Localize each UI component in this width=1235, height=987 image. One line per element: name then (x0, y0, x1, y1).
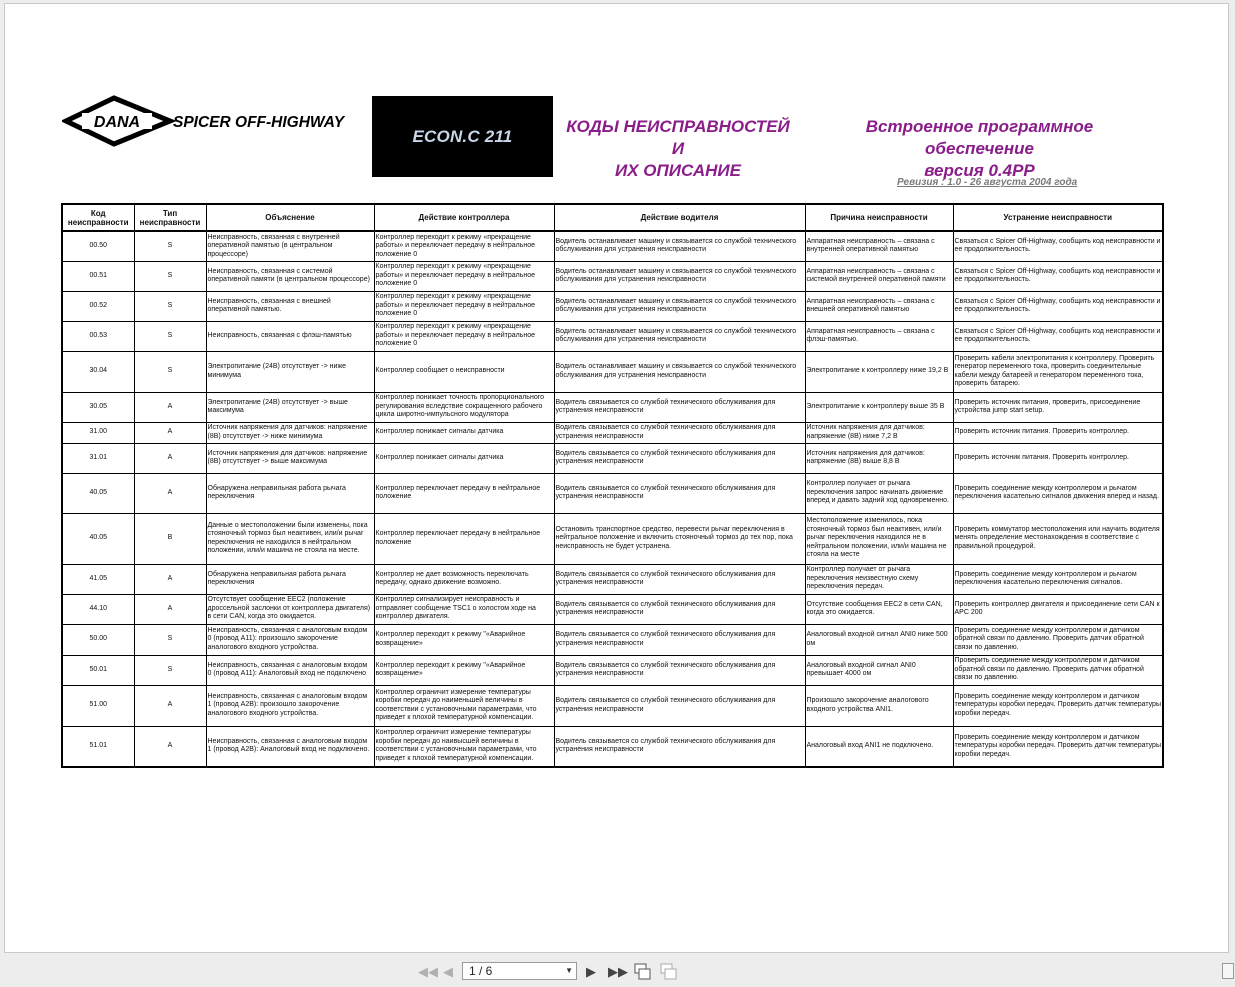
title-line-2: ИХ ОПИСАНИЕ (615, 161, 741, 180)
table-cell: 51.01 (62, 726, 134, 767)
table-cell: Неисправность, связанная с аналоговым входом 0 (провод A11): Аналоговый вход не подключено (206, 655, 374, 685)
first-page-icon[interactable]: ◀◀ (418, 964, 438, 979)
table-cell: Контроллер получает от рычага переключения неизвестную схему переключения передач. (805, 564, 953, 594)
table-row (62, 291, 1163, 321)
table-cell: 30.04 (62, 351, 134, 392)
table-cell: Проверить источник питания. Проверить контроллер. (953, 422, 1163, 443)
last-page-icon[interactable]: ▶▶ (608, 964, 628, 979)
table-cell: Неисправность, связанная с внутренней оперативной памятью (в центральном процессоре) (206, 231, 374, 261)
table-cell: Неисправность, связанная с аналоговым входом 0 (провод A11): произошло закорочение аналогового входного устройства. (206, 624, 374, 655)
table-cell: Обнаружена неправильная работа рычага переключения (206, 473, 374, 513)
table-cell: B (134, 513, 206, 564)
table-cell: Отсутствует сообщение EEC2 (положение дроссельной заслонки от контроллера двигателя) в сети CAN, когда это ожидается. (206, 594, 374, 624)
column-header: Тип неисправности (134, 204, 206, 231)
table-row (62, 726, 1163, 767)
table-cell: 00.50 (62, 231, 134, 261)
table-cell: 40.05 (62, 513, 134, 564)
page-number-select[interactable] (462, 962, 577, 980)
continuous-view-icon[interactable] (660, 963, 678, 984)
column-header: Объяснение (206, 204, 374, 231)
table-cell: Водитель связывается со службой технического обслуживания для устранения неисправности (554, 624, 805, 655)
table-cell: Произошло закорочение аналогового входного устройства ANI1. (805, 685, 953, 726)
table-cell: Неисправность, связанная с аналоговым входом 1 (провод A2B): Аналоговый вход не подключено. (206, 726, 374, 767)
table-cell: Неисправность, связанная с аналоговым входом 1 (провод A2B): произошло закорочение аналогового входного устройства. (206, 685, 374, 726)
table-cell: Контроллер понижает сигналы датчика (374, 443, 554, 473)
table-cell: Контроллер переходит к режиму "«Аварийное возвращение» (374, 655, 554, 685)
table-cell: Проверить соединение между контроллером и датчиком температуры коробки передач. Проверить датчик температуры коробки передач. (953, 685, 1163, 726)
table-cell: 44.10 (62, 594, 134, 624)
table-cell: Электропитание (24В) отсутствует -> выше максимума (206, 392, 374, 422)
table-cell: Водитель связывается со службой технического обслуживания для устранения неисправности (554, 392, 805, 422)
table-cell: Проверить соединение между контроллером и датчиком обратной связи по давлению. Проверить датчик обратной связи по давлению. (953, 655, 1163, 685)
table-row (62, 564, 1163, 594)
logo-brand-text: DANA (93, 114, 141, 131)
table-cell: Контроллер переходит к режиму «прекращение работы» и переключает передачу в нейтральное положение 0 (374, 291, 554, 321)
table-cell: S (134, 351, 206, 392)
table-row (62, 392, 1163, 422)
table-cell: 50.01 (62, 655, 134, 685)
table-row (62, 513, 1163, 564)
table-cell: Проверить коммутатор местоположения или научить водителя менять определение местонахождения в соответствие с правильной процедурой. (953, 513, 1163, 564)
table-row (62, 351, 1163, 392)
table-cell: 41.05 (62, 564, 134, 594)
table-cell: 00.52 (62, 291, 134, 321)
table-cell: 40.05 (62, 473, 134, 513)
table-cell: Обнаружена неправильная работа рычага переключения (206, 564, 374, 594)
model-badge: ECON.C 211 (372, 96, 553, 177)
table-cell: 51.00 (62, 685, 134, 726)
table-cell: A (134, 564, 206, 594)
table-cell: Водитель связывается со службой технического обслуживания для устранения неисправности (554, 473, 805, 513)
table-cell: 30.05 (62, 392, 134, 422)
table-cell: Данные о местоположении были изменены, пока стояночный тормоз был неактивен, или/и рычаг переключения не находился в нейтральном положении, или/и машина не стояла на месте. (206, 513, 374, 564)
subtitle-line-2: версия 0.4PP (924, 161, 1035, 180)
table-cell: Связаться с Spicer Off-Highway, сообщить код неисправности и ее продолжительность. (953, 231, 1163, 261)
table-cell: S (134, 291, 206, 321)
table-cell: Контроллер переходит к режиму «прекращение работы» и переключает передачу в нейтральное положение 0 (374, 321, 554, 351)
table-cell: Водитель связывается со службой технического обслуживания для устранения неисправности (554, 594, 805, 624)
table-cell: Местоположение изменилось, пока стояночный тормоз был неактивен, или/и рычаг переключения находился не в нейтральном положении, или/и машина не стояла на месте (805, 513, 953, 564)
table-row (62, 685, 1163, 726)
column-header: Действие контроллера (374, 204, 554, 231)
table-cell: Водитель связывается со службой технического обслуживания для устранения неисправности (554, 443, 805, 473)
document-title (558, 116, 798, 182)
table-cell: Контроллер переключает передачу в нейтральное положение (374, 473, 554, 513)
table-cell: Отсутствие сообщения EEC2 в сети CAN, когда это ожидается. (805, 594, 953, 624)
table-cell: Неисправность, связанная с флэш-памятью (206, 321, 374, 351)
table-cell: 31.00 (62, 422, 134, 443)
table-cell: Контроллер получает от рычага переключения запрос начинать движение вперед и давать задний ход одновременно. (805, 473, 953, 513)
table-cell: Аппаратная неисправность – связана с внутренней оперативной памятью (805, 231, 953, 261)
table-cell: A (134, 473, 206, 513)
table-cell: Контроллер переходит к режиму «прекращение работы» и переключает передачу в нейтральное положение 0 (374, 231, 554, 261)
table-cell: A (134, 594, 206, 624)
column-header: Код неисправности (62, 204, 134, 231)
table-row (62, 443, 1163, 473)
table-cell: Источник напряжения для датчиков: напряжение (8В) выше 8,8 В (805, 443, 953, 473)
table-cell: 31.01 (62, 443, 134, 473)
chevron-down-icon: ▼ (565, 966, 573, 975)
table-cell: Неисправность, связанная с внешней оперативной памятью. (206, 291, 374, 321)
title-line-1: КОДЫ НЕИСПРАВНОСТЕЙ И (566, 117, 790, 158)
table-cell: A (134, 422, 206, 443)
page-corner-icon[interactable] (1222, 963, 1234, 979)
next-page-icon[interactable]: ▶ (586, 964, 596, 979)
table-cell: 00.53 (62, 321, 134, 351)
column-header: Устранение неисправности (953, 204, 1163, 231)
table-cell: Источник напряжения для датчиков: напряжение (8В) отсутствует -> выше максимума (206, 443, 374, 473)
table-cell: Аппаратная неисправность – связана с системой внутренней оперативной памяти (805, 261, 953, 291)
table-cell: Контроллер переходит к режиму «прекращение работы» и переключает передачу в нейтральное положение 0 (374, 261, 554, 291)
table-header-row (62, 204, 1163, 231)
table-cell: Проверить кабели электропитания к контроллеру. Проверить генератор переменного тока, проверить соединительные кабели между батареей и генератором переменного тока, проверить батарею. (953, 351, 1163, 392)
column-header: Действие водителя (554, 204, 805, 231)
table-cell: Проверить соединение между контроллером и датчиком температуры коробки передач. Проверить датчик температуры коробки передач. (953, 726, 1163, 767)
table-row (62, 473, 1163, 513)
table-cell: Источник напряжения для датчиков: напряжение (8В) ниже 7,2 В (805, 422, 953, 443)
table-cell: Водитель связывается со службой технического обслуживания для устранения неисправности (554, 422, 805, 443)
table-cell: Водитель связывается со службой технического обслуживания для устранения неисправности (554, 726, 805, 767)
table-cell: 50.00 (62, 624, 134, 655)
table-cell: Связаться с Spicer Off-Highway, сообщить код неисправности и ее продолжительность. (953, 291, 1163, 321)
logo-company-text: SPICER OFF-HIGHWAY (173, 114, 345, 131)
table-cell: Аналоговый входной сигнал ANI0 ниже 500 ом (805, 624, 953, 655)
subtitle-line-1: Встроенное программное обеспечение (865, 117, 1094, 158)
table-cell: Водитель останавливает машину и связывается со службой технического обслуживания для устранения неисправности (554, 291, 805, 321)
table-cell: Проверить соединение между контроллером и датчиком обратной связи по давлению. Проверить датчик обратной связи по давлению. (953, 624, 1163, 655)
table-cell: Связаться с Spicer Off-Highway, сообщить код неисправности и ее продолжительность. (953, 261, 1163, 291)
table-cell: Контроллер понижает точность пропорционального регулирования вследствие сокращенного рабочего цикла широтно-импульсного модулятора (374, 392, 554, 422)
table-cell: Контроллер понижает сигналы датчика (374, 422, 554, 443)
table-cell: A (134, 443, 206, 473)
table-cell: Водитель останавливает машину и связывается со службой технического обслуживания для устранения неисправности (554, 261, 805, 291)
table-cell: Водитель связывается со службой технического обслуживания для устранения неисправности (554, 685, 805, 726)
table-cell: S (134, 655, 206, 685)
table-cell: A (134, 392, 206, 422)
table-cell: Проверить контроллер двигателя и присоединение сети CAN к APC 200 (953, 594, 1163, 624)
table-row (62, 594, 1163, 624)
table-cell: Водитель останавливает машину и связывается со службой технического обслуживания для устранения неисправности (554, 321, 805, 351)
table-cell: A (134, 685, 206, 726)
table-row (62, 261, 1163, 291)
table-cell: Связаться с Spicer Off-Highway, сообщить код неисправности и ее продолжительность. (953, 321, 1163, 351)
table-cell: S (134, 321, 206, 351)
revision-note: Ревизия : 1.0 - 26 августа 2004 года (897, 177, 1078, 188)
document-subtitle (812, 116, 1147, 182)
table-cell: A (134, 726, 206, 767)
table-cell: Контроллер сообщает о неисправности (374, 351, 554, 392)
dana-spicer-logo (62, 94, 376, 148)
table-cell: Неисправность, связанная с системой оперативной памяти (в центральном процессоре) (206, 261, 374, 291)
single-page-view-icon[interactable] (634, 963, 652, 984)
table-cell: S (134, 231, 206, 261)
table-cell: S (134, 624, 206, 655)
table-cell: Аппаратная неисправность – связана с флэш-памятью. (805, 321, 953, 351)
table-body (62, 231, 1163, 767)
table-cell: Водитель останавливает машину и связывается со службой технического обслуживания для устранения неисправности (554, 351, 805, 392)
table-row (62, 422, 1163, 443)
table-cell: Электропитание к контроллеру выше 35 В (805, 392, 953, 422)
table-cell: Водитель останавливает машину и связывается со службой технического обслуживания для устранения неисправности (554, 231, 805, 261)
table-cell: Проверить соединение между контроллером и рычагом переключения касательно сигналов движения вперед и назад. (953, 473, 1163, 513)
table-cell: Проверить источник питания, проверить, присоединение устройства jump start setup. (953, 392, 1163, 422)
table-cell: Контроллер переходит к режиму "«Аварийное возвращение» (374, 624, 554, 655)
pdf-viewer-toolbar (0, 955, 1235, 987)
table-row (62, 624, 1163, 655)
table-cell: Водитель связывается со службой технического обслуживания для устранения неисправности (554, 655, 805, 685)
page-indicator: 1 / 6 (469, 964, 493, 978)
table-cell: Контроллер ограничит измерение температуры коробки передач до наивысшей величины в соответствии с установочными параметрами, что приведет к плохой температурной компенсации. (374, 726, 554, 767)
table-cell: Контроллер сигнализирует неисправность и отправляет сообщение TSC1 о холостом ходе на контроллер двигателя. (374, 594, 554, 624)
table-cell: Источник напряжения для датчиков: напряжение (8В) отсутствует -> ниже минимума (206, 422, 374, 443)
table-cell: Контроллер ограничит измерение температуры коробки передач до наименьшей величины в соответствии с установочными параметрами, что приведет к плохой температурной компенсации. (374, 685, 554, 726)
table-cell: 00.51 (62, 261, 134, 291)
table-cell: Аналоговый входной сигнал ANI0 превышает 4000 ом (805, 655, 953, 685)
table-cell: Контроллер не дает возможность переключать передачу, однако движение возможно. (374, 564, 554, 594)
table-cell: Аналоговый вход ANI1 не подключено. (805, 726, 953, 767)
table-cell: Электропитание (24В) отсутствует -> ниже минимума (206, 351, 374, 392)
table-cell: Аппаратная неисправность – связана с внешней оперативной памятью (805, 291, 953, 321)
column-header: Причина неисправности (805, 204, 953, 231)
table-cell: S (134, 261, 206, 291)
table-row (62, 231, 1163, 261)
table-cell: Водитель связывается со службой технического обслуживания для устранения неисправности (554, 564, 805, 594)
previous-page-icon[interactable]: ◀ (443, 964, 453, 979)
table-cell: Электропитание к контроллеру ниже 19,2 В (805, 351, 953, 392)
table-cell: Контроллер переключает передачу в нейтральное положение (374, 513, 554, 564)
table-row (62, 655, 1163, 685)
fault-codes-table (61, 203, 1164, 768)
table-row (62, 321, 1163, 351)
table-cell: Проверить источник питания. Проверить контроллер. (953, 443, 1163, 473)
table-cell: Проверить соединение между контроллером и рычагом переключения касательно переключения сигналов. (953, 564, 1163, 594)
table-cell: Остановить транспортное средство, перевести рычаг переключения в нейтральное положение и включить стояночный тормоз до тех пор, пока неисправность не будет устранена. (554, 513, 805, 564)
